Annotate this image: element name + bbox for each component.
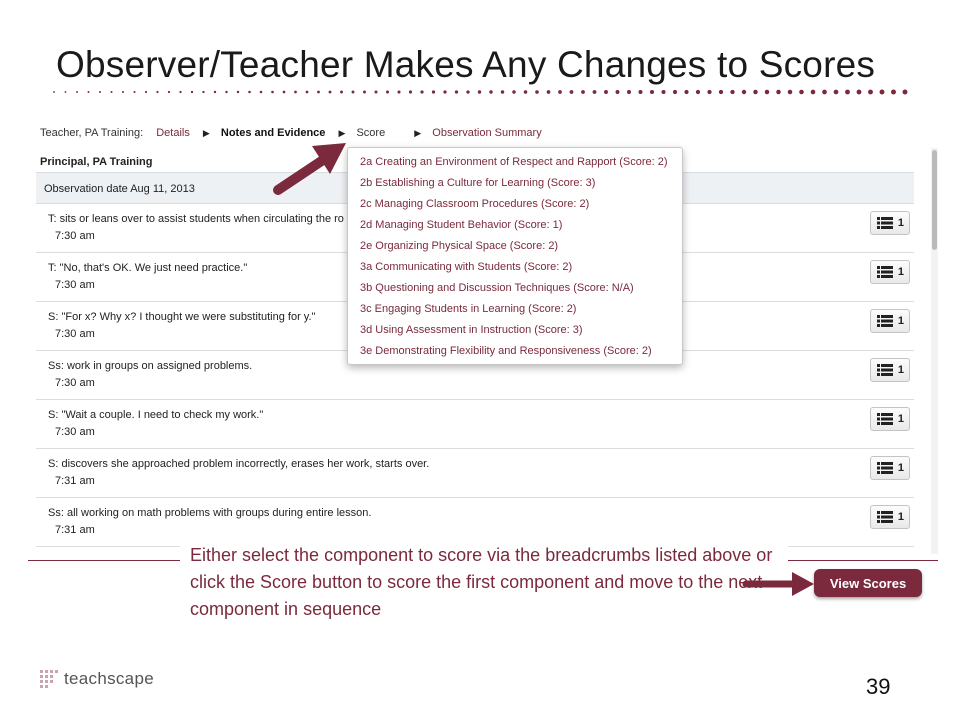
evidence-text: T: "No, that's OK. We just need practice." — [48, 262, 248, 274]
evidence-button[interactable] — [870, 407, 910, 431]
evidence-row[interactable] — [36, 400, 914, 449]
evidence-button[interactable] — [870, 211, 910, 235]
evidence-button[interactable] — [870, 456, 910, 480]
teachscape-logo-icon — [40, 670, 60, 688]
score-menu-item[interactable]: 3c Engaging Students in Learning (Score: 2) — [360, 303, 577, 315]
evidence-count: 1 — [897, 413, 904, 425]
observer-heading: Principal, PA Training — [40, 156, 153, 168]
breadcrumb-details[interactable]: Details — [156, 127, 190, 139]
evidence-time: 7:30 am — [55, 328, 95, 340]
logo-text: teachscape — [64, 669, 154, 688]
score-menu-item[interactable]: 2b Establishing a Culture for Learning (Score: 3) — [360, 177, 596, 189]
scrollbar-thumb[interactable] — [932, 150, 937, 250]
evidence-button[interactable] — [870, 260, 910, 284]
view-scores-button[interactable]: View Scores — [814, 569, 922, 597]
breadcrumb-notes-and-evidence[interactable]: Notes and Evidence — [220, 127, 326, 139]
evidence-count: 1 — [897, 511, 904, 523]
right-arrow-icon — [740, 566, 820, 602]
dotted-divider — [52, 88, 912, 96]
evidence-text: T: sits or leans over to assist students when circulating the ro — [48, 213, 344, 225]
score-menu-item[interactable]: 3d Using Assessment in Instruction (Score: 3) — [360, 324, 583, 336]
evidence-text: Ss: all working on math problems with groups during entire lesson. — [48, 507, 372, 519]
score-menu-item[interactable]: 2e Organizing Physical Space (Score: 2) — [360, 240, 559, 252]
triangle-right-icon: ▶ — [414, 128, 422, 138]
evidence-count: 1 — [897, 315, 904, 327]
evidence-time: 7:31 am — [55, 524, 95, 536]
score-dropdown-menu — [347, 147, 683, 365]
evidence-text: S: "Wait a couple. I need to check my work." — [48, 409, 264, 421]
score-menu-item[interactable]: 3b Questioning and Discussion Techniques (Score: N/A) — [360, 282, 634, 294]
evidence-text: S: discovers she approached problem incorrectly, erases her work, starts over. — [48, 458, 430, 470]
score-menu-item[interactable]: 2a Creating an Environment of Respect and Rapport (Score: 2) — [360, 156, 668, 168]
observation-date: Observation date Aug 11, 2013 — [44, 183, 195, 195]
score-menu-item[interactable]: 3a Communicating with Students (Score: 2) — [360, 261, 573, 273]
list-icon — [877, 364, 893, 376]
triangle-right-icon: ▶ — [338, 128, 346, 138]
breadcrumb-observation-summary[interactable]: Observation Summary — [432, 127, 542, 139]
list-icon — [877, 217, 893, 229]
list-icon — [877, 413, 893, 425]
evidence-button[interactable] — [870, 358, 910, 382]
slide-title: Observer/Teacher Makes Any Changes to Scores — [56, 44, 876, 85]
evidence-time: 7:31 am — [55, 475, 95, 487]
triangle-right-icon: ▶ — [202, 128, 210, 138]
pointer-arrow-icon — [268, 138, 358, 198]
score-menu-item[interactable]: 2c Managing Classroom Procedures (Score: 2) — [360, 198, 590, 210]
evidence-count: 1 — [897, 364, 904, 376]
score-menu-item[interactable]: 2d Managing Student Behavior (Score: 1) — [360, 219, 563, 231]
list-icon — [877, 266, 893, 278]
evidence-time: 7:30 am — [55, 426, 95, 438]
breadcrumb-prefix: Teacher, PA Training: — [40, 127, 144, 139]
score-menu-item[interactable]: 3e Demonstrating Flexibility and Responsiveness (Score: 2) — [360, 345, 652, 357]
evidence-count: 1 — [897, 462, 904, 474]
callout-box — [180, 538, 788, 630]
breadcrumb-score[interactable]: Score — [356, 127, 386, 139]
callout-text: Either select the component to score via the breadcrumbs listed above or click the Score button to score the first component and move to the next component in sequence — [190, 545, 773, 619]
evidence-text: Ss: work in groups on assigned problems. — [48, 360, 253, 372]
evidence-button[interactable] — [870, 309, 910, 333]
list-icon — [877, 511, 893, 523]
evidence-text: S: "For x? Why x? I thought we were substituting for y." — [48, 311, 316, 323]
list-icon — [877, 315, 893, 327]
evidence-time: 7:30 am — [55, 230, 95, 242]
evidence-count: 1 — [897, 266, 904, 278]
evidence-row[interactable] — [36, 449, 914, 498]
list-icon — [877, 462, 893, 474]
evidence-count: 1 — [897, 217, 904, 229]
evidence-time: 7:30 am — [55, 279, 95, 291]
page-number: 39 — [866, 674, 891, 699]
evidence-time: 7:30 am — [55, 377, 95, 389]
evidence-button[interactable] — [870, 505, 910, 529]
